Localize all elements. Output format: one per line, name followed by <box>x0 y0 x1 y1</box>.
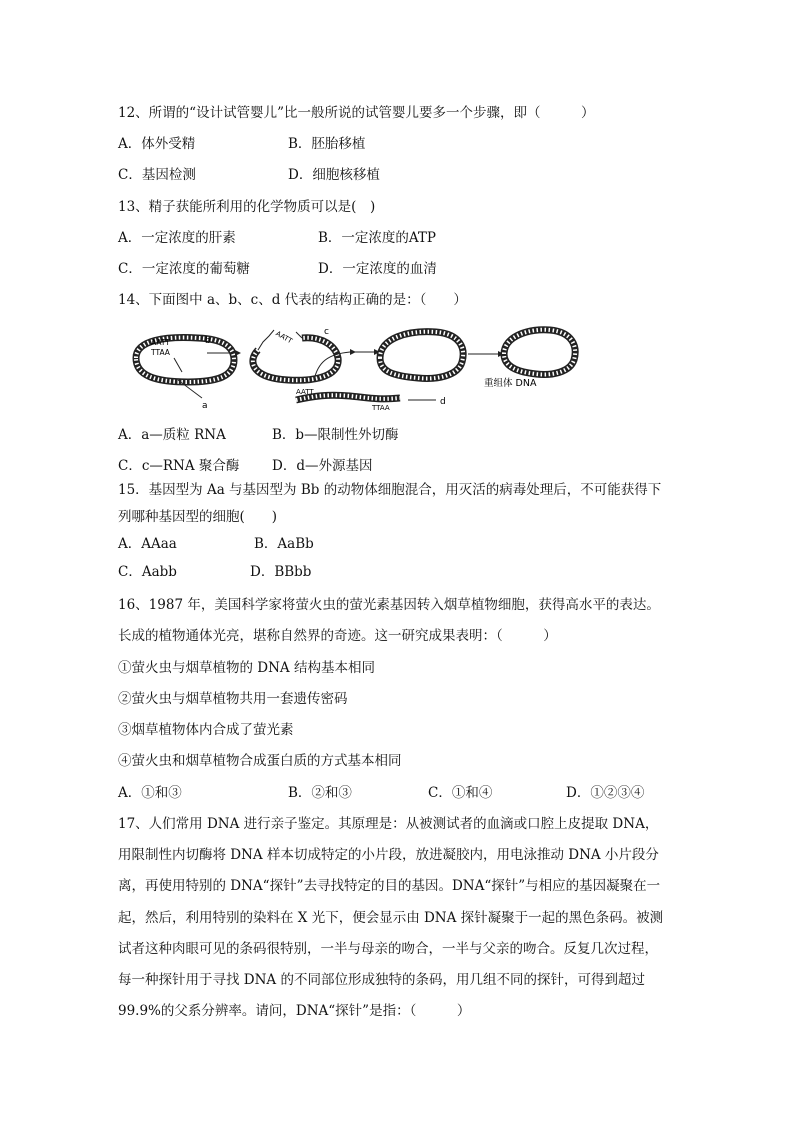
q16-stem-line1: 16、1987 年，美国科学家将萤火虫的萤光素基因转入烟草植物细胞，获得高水平的表达。 <box>118 597 660 613</box>
q15-option-d[interactable]: D．BBbb <box>250 564 312 580</box>
q16-statement-1: ①萤火虫与烟草植物的 DNA 结构基本相同 <box>118 660 375 676</box>
q17-line-7: 99.9%的父系分辨率。请问，DNA“探针”是指：（ ） <box>118 1003 471 1019</box>
q13-option-a[interactable]: A．一定浓度的肝素 <box>118 230 236 246</box>
label-d: d <box>440 397 446 407</box>
seq-ttaa-bottom: TTAA <box>151 348 170 357</box>
q15-option-c[interactable]: C．Aabb <box>118 564 177 580</box>
q16-statement-3: ③烟草植物体内合成了萤光素 <box>118 722 294 738</box>
q12-option-a[interactable]: A．体外受精 <box>118 136 196 152</box>
cut-plasmid <box>253 330 338 380</box>
q15-stem-line1: 15．基因型为 Aa 与基因型为 Bb 的动物体细胞混合，用灭活的病毒处理后，不可能获得下 <box>118 482 662 498</box>
recombinant-dna <box>504 330 575 375</box>
seq-frag-right: TTAA <box>372 404 390 412</box>
q12-option-d[interactable]: D．细胞核移植 <box>288 167 380 183</box>
q14-option-d[interactable]: D．d—外源基因 <box>272 458 373 474</box>
q15-option-a[interactable]: A．AAaa <box>118 536 177 552</box>
q16-statement-2: ②萤火虫与烟草植物共用一套遗传密码 <box>118 691 348 707</box>
q15-stem-line2: 列哪种基因型的细胞( ) <box>118 509 278 525</box>
q14-option-b[interactable]: B．b—限制性外切酶 <box>272 427 399 443</box>
seq-frag-left: AATT <box>296 388 314 396</box>
q12-option-c[interactable]: C．基因检测 <box>118 167 196 183</box>
q17-line-4: 起，然后，利用特别的染料在 X 光下，便会显示由 DNA 探针凝聚于一起的黑色条码。被测 <box>118 910 664 926</box>
q17-line-5: 试者这种肉眼可见的条码很特别，一半与母亲的吻合，一半与父亲的吻合。反复几次过程， <box>118 941 658 957</box>
q14-option-a[interactable]: A．a—质粒 RNA <box>118 427 226 443</box>
q17-line-1: 17、人们常用 DNA 进行亲子鉴定。其原理是：从被测试者的血滴或口腔上皮提取 DNA， <box>118 816 659 832</box>
q14-stem: 14、下面图中 a、b、c、d 代表的结构正确的是：（ ） <box>118 292 467 308</box>
q13-option-b[interactable]: B．一定浓度的ATP <box>318 230 437 246</box>
q12-option-b[interactable]: B．胚胎移植 <box>288 136 366 152</box>
q17-line-6: 每一种探针用于寻找 DNA 的不同部位形成独特的条码，用几组不同的探针，可得到超过 <box>118 972 645 988</box>
q16-option-b[interactable]: B．②和③ <box>288 785 352 801</box>
q13-option-d[interactable]: D．一定浓度的血清 <box>318 261 437 277</box>
label-a: a <box>202 401 208 411</box>
q16-option-c[interactable]: C．①和④ <box>428 785 493 801</box>
q16-option-a[interactable]: A．①和③ <box>118 785 182 801</box>
label-b: b <box>205 336 211 346</box>
q15-option-b[interactable]: B．AaBb <box>254 536 314 552</box>
q17-line-2: 用限制性内切酶将 DNA 样本切成特定的小片段，放进凝胶内，用电泳推动 DNA 小片段分 <box>118 847 659 863</box>
q13-stem: 13、精子获能所利用的化学物质可以是( ) <box>118 199 376 215</box>
recombinant-label: 重组体 DNA <box>484 378 537 389</box>
plasmid-with-insert <box>380 332 463 379</box>
label-c: c <box>324 327 329 337</box>
q16-statement-4: ④萤火虫和烟草植物合成蛋白质的方式基本相同 <box>118 753 402 769</box>
q14-option-c[interactable]: C．c—RNA 聚合酶 <box>118 458 240 474</box>
q16-stem-line2: 长成的植物通体光亮，堪称自然界的奇迹。这一研究成果表明：（ ） <box>118 628 557 644</box>
cut-seq-label: AATT <box>274 329 294 346</box>
seq-aatt-top: AATT <box>151 338 170 347</box>
q17-line-3: 离，再使用特别的 DNA“探针”去寻找特定的目的基因。DNA“探针”与相应的基因凝聚在一 <box>118 878 661 894</box>
gene-engineering-diagram <box>118 318 588 414</box>
q13-option-c[interactable]: C．一定浓度的葡萄糖 <box>118 261 250 277</box>
q12-stem: 12、所谓的“设计试管婴儿”比一般所说的试管婴儿要多一个步骤，即（ ） <box>118 105 595 121</box>
q16-option-d[interactable]: D．①②③④ <box>566 785 645 801</box>
